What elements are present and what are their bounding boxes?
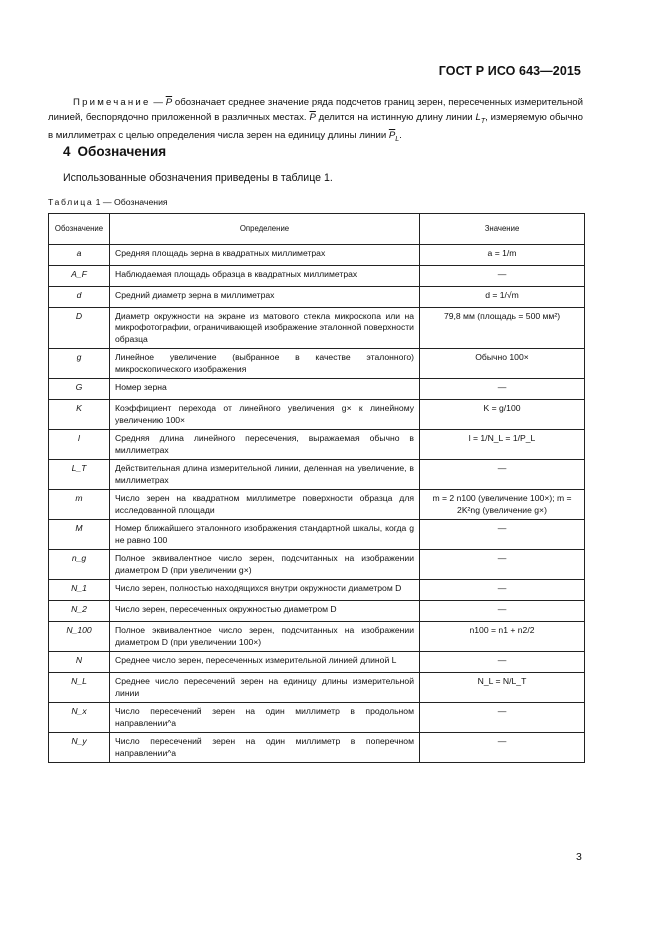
section-title: Обозначения xyxy=(77,144,167,159)
symbol-cell: K xyxy=(49,400,110,430)
symbol-cell: N_1 xyxy=(49,580,110,601)
definition-cell: Действительная длина измерительной линии, деленная на увеличение, в миллиметрах xyxy=(110,460,420,490)
note-text-1: обозначает среднее значение ряда подсчетов границ зерен, пересеченных измерительной линией, беспорядочно приложенной в различных местах. xyxy=(48,97,583,123)
table-row xyxy=(49,400,585,430)
definition-cell: Средняя площадь зерна в квадратных миллиметрах xyxy=(110,244,420,265)
value-cell: — xyxy=(420,379,585,400)
symbol-cell: d xyxy=(49,286,110,307)
definition-cell: Средняя длина линейного пересечения, выражаемая обычно в миллиметрах xyxy=(110,430,420,460)
value-cell: — xyxy=(420,601,585,622)
table-row xyxy=(49,622,585,652)
definition-cell: Коэффициент перехода от линейного увеличения g× к линейному увеличению 100× xyxy=(110,400,420,430)
section-heading xyxy=(63,144,166,159)
definition-cell: Средний диаметр зерна в миллиметрах xyxy=(110,286,420,307)
header-symbol: Обозначение xyxy=(49,214,110,245)
value-cell: — xyxy=(420,703,585,733)
symbol-cell: N_y xyxy=(49,733,110,763)
symbol-cell: M xyxy=(49,520,110,550)
table-row xyxy=(49,349,585,379)
value-cell: Обычно 100× xyxy=(420,349,585,379)
value-cell: m = 2 n100 (увеличение 100×); m = 2K²ng (увеличение g×) xyxy=(420,490,585,520)
symbol-cell: n_g xyxy=(49,550,110,580)
value-cell: — xyxy=(420,580,585,601)
note-text-3: , измеряемую обычно в миллиметрах с целью определения числа зерен на единицу длины линии xyxy=(48,111,583,141)
value-cell: K = g/100 xyxy=(420,400,585,430)
note-symbol-p: $\overline{P}$ xyxy=(165,97,173,108)
table-caption-rest: 1 — Обозначения xyxy=(93,197,168,207)
definition-cell: Линейное увеличение (выбранное в качестве эталонного) микроскопического изображения xyxy=(110,349,420,379)
table-row xyxy=(49,652,585,673)
symbols-table xyxy=(48,213,585,763)
table-row xyxy=(49,733,585,763)
definition-cell: Число зерен, полностью находящихся внутри окружности диаметром D xyxy=(110,580,420,601)
note-paragraph xyxy=(48,96,583,147)
note-text-2: делится на истинную длину линии xyxy=(315,111,476,123)
table-row xyxy=(49,307,585,349)
header-definition: Определение xyxy=(110,214,420,245)
definition-cell: Число зерен на квадратном миллиметре поверхности образца для исследованной площади xyxy=(110,490,420,520)
value-cell: — xyxy=(420,652,585,673)
header-value: Значение xyxy=(420,214,585,245)
value-cell: d = 1/√m xyxy=(420,286,585,307)
definition-cell: Наблюдаемая площадь образца в квадратных миллиметрах xyxy=(110,265,420,286)
page-number: 3 xyxy=(576,851,582,863)
value-cell: a = 1/m xyxy=(420,244,585,265)
table-row xyxy=(49,244,585,265)
symbol-cell: g xyxy=(49,349,110,379)
symbol-cell: N xyxy=(49,652,110,673)
document-standard-header: ГОСТ Р ИСО 643—2015 xyxy=(438,64,581,78)
value-cell: — xyxy=(420,550,585,580)
symbol-cell: N_x xyxy=(49,703,110,733)
table-row xyxy=(49,379,585,400)
intro-text: Использованные обозначения приведены в таблице 1. xyxy=(63,172,333,184)
table-header-row xyxy=(49,214,585,245)
symbol-cell: N_L xyxy=(49,673,110,703)
symbol-cell: L_T xyxy=(49,460,110,490)
symbol-cell: m xyxy=(49,490,110,520)
table-row xyxy=(49,265,585,286)
definition-cell: Номер ближайшего эталонного изображения стандартной шкалы, когда g не равно 100 xyxy=(110,520,420,550)
symbol-cell: G xyxy=(49,379,110,400)
table-row xyxy=(49,490,585,520)
table-row xyxy=(49,430,585,460)
symbol-cell: A_F xyxy=(49,265,110,286)
definition-cell: Число пересечений зерен на один миллиметр в поперечном направлении^a xyxy=(110,733,420,763)
value-cell: — xyxy=(420,733,585,763)
definition-cell: Среднее число пересечений зерен на единицу длины измерительной линии xyxy=(110,673,420,703)
note-label: Примечание xyxy=(73,97,151,108)
value-cell: — xyxy=(420,265,585,286)
symbol-cell: l xyxy=(49,430,110,460)
value-cell: 79,8 мм (площадь = 500 мм²) xyxy=(420,307,585,349)
definition-cell: Число пересечений зерен на один миллиметр в продольном направлении^a xyxy=(110,703,420,733)
definition-cell: Номер зерна xyxy=(110,379,420,400)
definition-cell: Полное эквивалентное число зерен, подсчитанных на изображении диаметром D (при увеличении g×) xyxy=(110,550,420,580)
value-cell: N_L = N/L_T xyxy=(420,673,585,703)
symbol-cell: a xyxy=(49,244,110,265)
note-text-4: . xyxy=(399,129,402,141)
section-number: 4 xyxy=(63,144,71,159)
definition-cell: Среднее число зерен, пересеченных измерительной линией длиной L xyxy=(110,652,420,673)
table-row xyxy=(49,520,585,550)
symbol-cell: N_100 xyxy=(49,622,110,652)
symbol-cell: D xyxy=(49,307,110,349)
table-row xyxy=(49,673,585,703)
table-row xyxy=(49,601,585,622)
definition-cell: Диаметр окружности на экране из матового стекла микроскопа или на микрофотографии, ограничивающей изображение эталонной поверхности образца xyxy=(110,307,420,349)
table-row xyxy=(49,460,585,490)
value-cell: n100 = n1 + n2/2 xyxy=(420,622,585,652)
table-row xyxy=(49,580,585,601)
table-caption xyxy=(48,197,168,207)
table-row xyxy=(49,286,585,307)
value-cell: l = 1/N_L = 1/P_L xyxy=(420,430,585,460)
table-caption-label: Таблица xyxy=(48,197,94,207)
definition-cell: Число зерен, пересеченных окружностью диаметром D xyxy=(110,601,420,622)
value-cell: — xyxy=(420,520,585,550)
note-dash: — xyxy=(150,97,166,108)
definition-cell: Полное эквивалентное число зерен, подсчитанных на изображении диаметром D (при увеличении 100×) xyxy=(110,622,420,652)
value-cell: — xyxy=(420,460,585,490)
table-row xyxy=(49,550,585,580)
symbol-cell: N_2 xyxy=(49,601,110,622)
table-row xyxy=(49,703,585,733)
note-symbol-pl: $\overline{P}_L$ xyxy=(388,129,400,143)
note-symbol-lt: $L_T$ xyxy=(475,111,486,125)
note-symbol-p-2: $\overline{P}$ xyxy=(309,111,316,123)
